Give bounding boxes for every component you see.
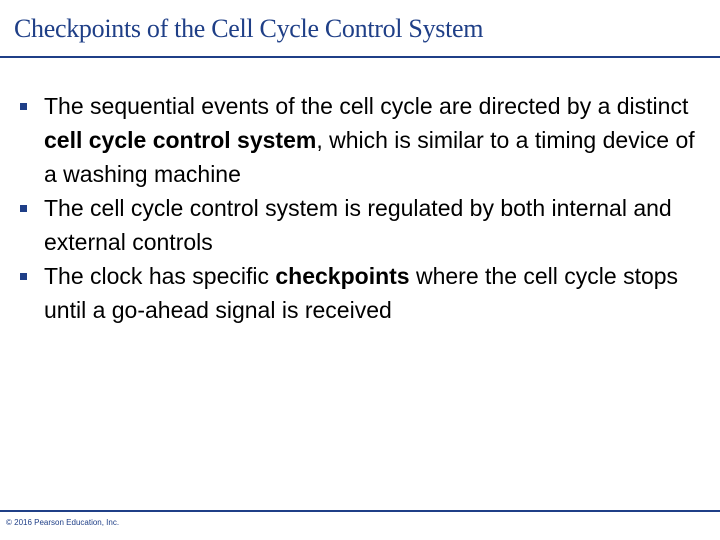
bullet-bold-term: cell cycle control system [44, 127, 317, 153]
bullet-text-segment: , which is similar to a timing device of a washing machine [44, 127, 695, 187]
title-divider [0, 56, 720, 58]
square-bullet-icon [16, 89, 30, 123]
bullet-list [14, 89, 704, 327]
bullet-bold-term: checkpoints [275, 263, 410, 289]
bullet-text-segment: where the cell cycle stops until a go-ahead signal is received [44, 263, 679, 323]
footer-divider [0, 510, 720, 512]
bullet-item [14, 259, 704, 327]
square-bullet-icon [16, 259, 30, 293]
bullet-text-segment: The clock has specific [44, 263, 276, 289]
copyright-footer: © 2016 Pearson Education, Inc. [6, 518, 120, 527]
bullet-text-segment: The sequential events of the cell cycle are directed by a distinct [44, 93, 689, 119]
bullet-item [14, 191, 704, 259]
slide-title: Checkpoints of the Cell Cycle Control System [14, 14, 484, 43]
bullet-text-segment: The cell cycle control system is regulated by both internal and external controls [44, 195, 672, 255]
square-bullet-icon [16, 191, 30, 225]
bullet-item [14, 89, 704, 191]
